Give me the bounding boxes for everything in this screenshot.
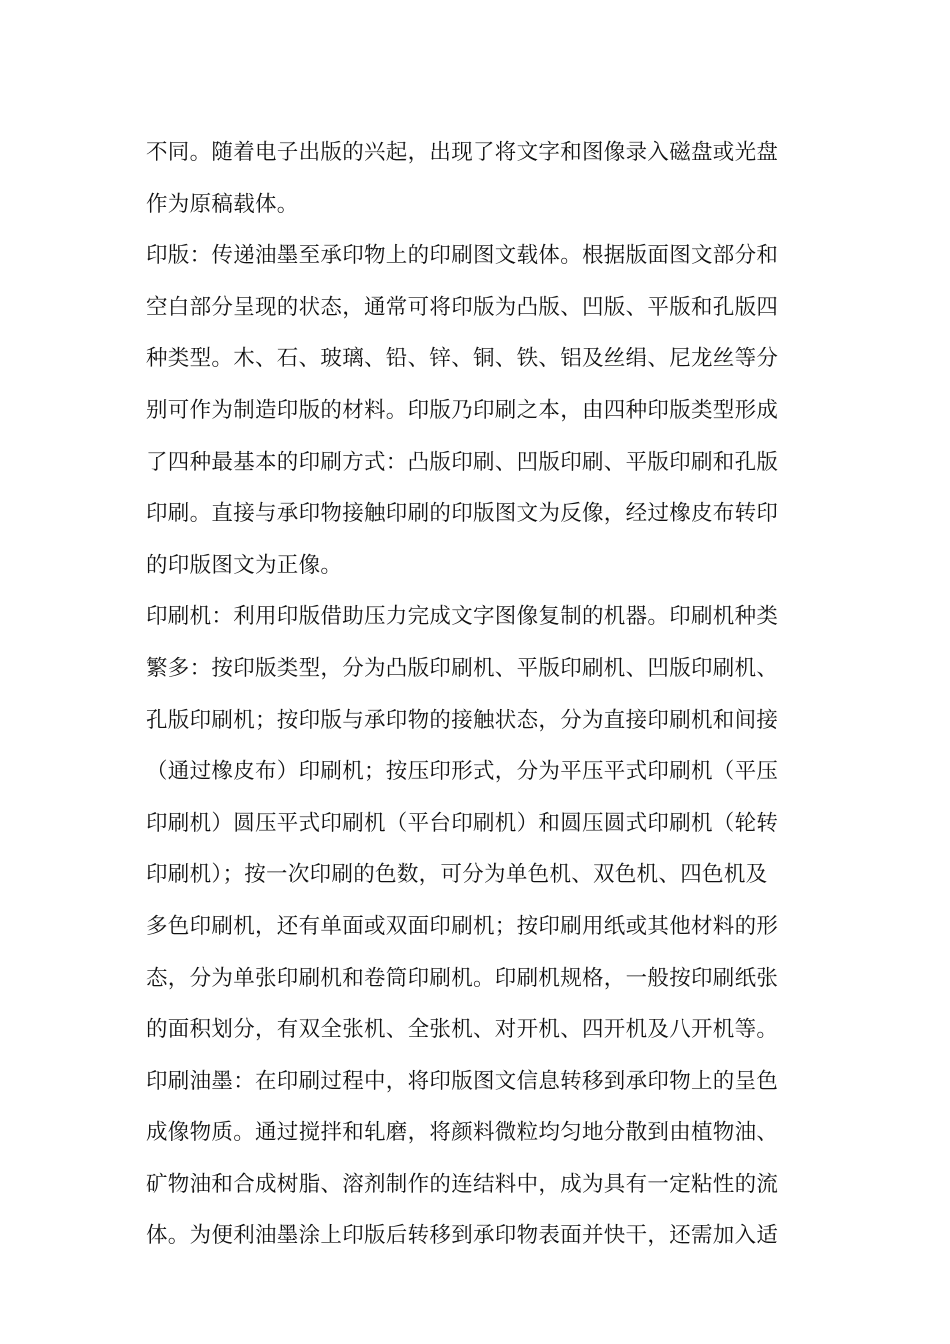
text-line: 种类型。木、石、玻璃、铅、锌、铜、铁、铝及丝绢、尼龙丝等分 <box>146 346 779 372</box>
text-line: 体。为便利油墨涂上印版后转移到承印物表面并快干，还需加入适 <box>146 1223 779 1249</box>
text-line: 空白部分呈现的状态，通常可将印版为凸版、凹版、平版和孔版四 <box>146 294 779 320</box>
text-line: 印刷机）圆压平式印刷机（平台印刷机）和圆压圆式印刷机（轮转 <box>146 810 779 836</box>
text-line: 孔版印刷机；按印版与承印物的接触状态，分为直接印刷机和间接 <box>146 707 779 733</box>
text-line: 成像物质。通过搅拌和轧磨，将颜料微粒均匀地分散到由植物油、 <box>146 1120 779 1146</box>
text-line: 繁多：按印版类型，分为凸版印刷机、平版印刷机、凹版印刷机、 <box>146 655 779 681</box>
text-line: 印刷油墨：在印刷过程中，将印版图文信息转移到承印物上的呈色 <box>146 1068 779 1094</box>
text-line: 不同。随着电子出版的兴起，出现了将文字和图像录入磁盘或光盘 <box>146 140 779 165</box>
text-line: （通过橡皮布）印刷机；按压印形式，分为平压平式印刷机（平压 <box>146 759 779 785</box>
text-line: 的印版图文为正像。 <box>146 552 343 578</box>
text-line: 别可作为制造印版的材料。印版乃印刷之本，由四种印版类型形成 <box>146 397 779 423</box>
text-line: 印刷机）；按一次印刷的色数，可分为单色机、双色机、四色机及 <box>146 862 768 888</box>
text-line: 了四种最基本的印刷方式：凸版印刷、凹版印刷、平版印刷和孔版 <box>146 449 779 475</box>
text-line: 的面积划分，有双全张机、全张机、对开机、四开机及八开机等。 <box>146 1017 779 1043</box>
text-line: 印刷。直接与承印物接触印刷的印版图文为反像，经过橡皮布转印 <box>146 501 779 527</box>
text-line: 矿物油和合成树脂、溶剂制作的连结料中，成为具有一定粘性的流 <box>146 1171 779 1197</box>
text-line: 多色印刷机，还有单面或双面印刷机；按印刷用纸或其他材料的形 <box>146 913 779 939</box>
text-line: 印刷机：利用印版借助压力完成文字图像复制的机器。印刷机种类 <box>146 604 779 630</box>
text-line: 态，分为单张印刷机和卷筒印刷机。印刷机规格，一般按印刷纸张 <box>146 965 779 991</box>
text-line: 印版：传递油墨至承印物上的印刷图文载体。根据版面图文部分和 <box>146 243 779 269</box>
text-line: 作为原稿载体。 <box>146 191 299 217</box>
document-body <box>146 127 801 1262</box>
